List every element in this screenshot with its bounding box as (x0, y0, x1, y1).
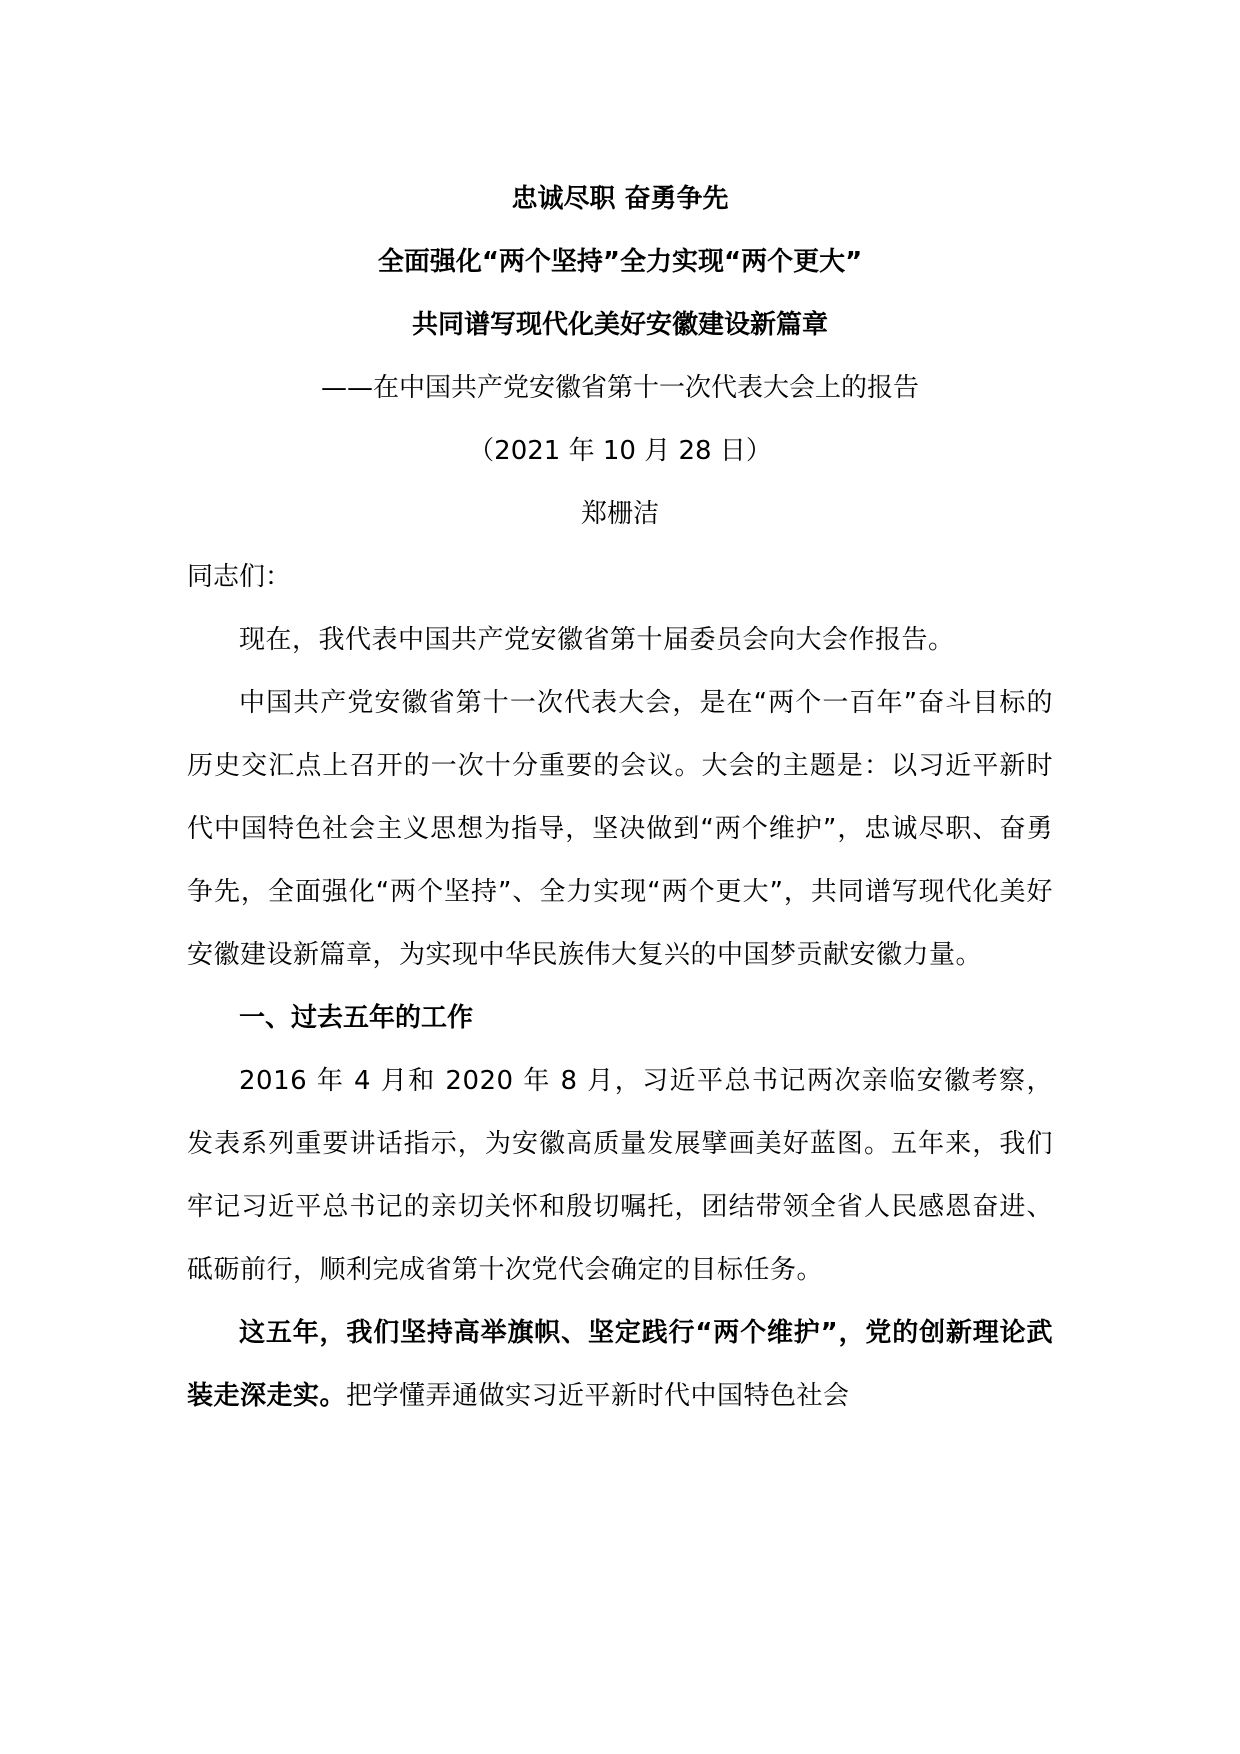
last-paragraph-bold: 这五年，我们坚持高举旗帜、坚定践行“两个维护”，党的创新理论武装走深走实。 (187, 1318, 1053, 1411)
report-subtitle: ——在中国共产党安徽省第十一次代表大会上的报告 (320, 373, 919, 403)
salutation: 同志们： (187, 562, 292, 592)
section-heading: 一、过去五年的工作 (239, 1003, 474, 1033)
paragraph-2: 中国共产党安徽省第十一次代表大会，是在“两个一百年”奋斗目标的历史交汇点上召开的一次十分重要的会议。大会的主题是：以习近平新时代中国特色社会主义思想为指导，坚决做到“两个维护”，忠诚尽职、奋勇争先，全面强化“两个坚持”、全力实现“两个更大”，共同谱写现代化美好安徽建设新篇章，为实现中华民族伟大复兴的中国梦贡献安徽力量。 (187, 688, 1053, 970)
paragraph-1: 现在，我代表中国共产党安徽省第十届委员会向大会作报告。 (239, 625, 955, 655)
title-line-1: 忠诚尽职 奋勇争先 (511, 184, 729, 214)
title-line-2: 全面强化“两个坚持”全力实现“两个更大” (377, 247, 863, 277)
section-paragraph: 2016 年 4 月和 2020 年 8 月，习近平总书记两次亲临安徽考察，发表系列重要讲话指示，为安徽高质量发展擘画美好蓝图。五年来，我们牢记习近平总书记的亲切关怀和殷切嘱托，团结带领全省人民感恩奋进、砥砺前行，顺利完成省第十次党代会确定的目标任务。 (187, 1066, 1053, 1285)
report-date: （2021 年 10 月 28 日） (468, 436, 772, 466)
document-body (187, 168, 1053, 1428)
last-paragraph-normal: 把学懂弄通做实习近平新时代中国特色社会 (346, 1381, 850, 1411)
last-paragraph (187, 1302, 1053, 1428)
title-line-3: 共同谱写现代化美好安徽建设新篇章 (411, 310, 828, 340)
author-name: 郑栅洁 (580, 499, 659, 529)
